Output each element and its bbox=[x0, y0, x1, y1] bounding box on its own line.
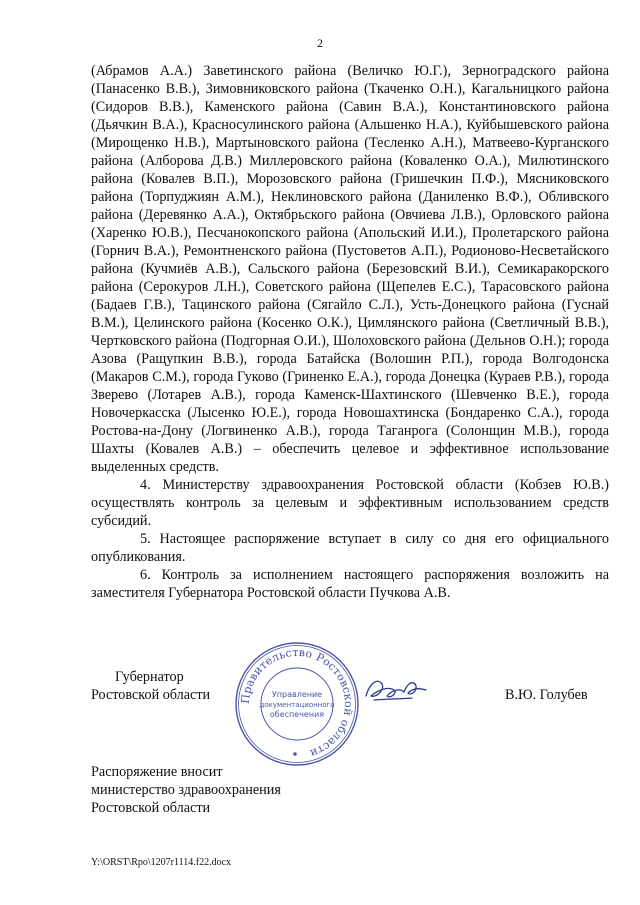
page-number: 2 bbox=[317, 36, 323, 50]
submitter-note bbox=[91, 763, 281, 817]
file-path-footer: Y:\ORST\Rpo\1207r1114.f22.docx bbox=[91, 857, 232, 868]
signatory-title-line2: Ростовской области bbox=[91, 687, 211, 703]
submitter-line1: Распоряжение вносит bbox=[91, 764, 223, 780]
document-body bbox=[91, 62, 609, 602]
handwritten-signature bbox=[360, 672, 430, 706]
seal-ring-text: Правительство Ростовской области bbox=[238, 645, 356, 761]
paragraph-5: 5. Настоящее распоряжение вступает в силу со дня его официального опубликования. bbox=[91, 531, 609, 565]
submitter-line2: министерство здравоохранения bbox=[91, 782, 281, 798]
seal-inner-line1: Управление bbox=[271, 690, 323, 699]
paragraph-continued: (Абрамов А.А.) Заветинского района (Величко Ю.Г.), Зерноградского района (Панасенко В.В.), Зимовниковского района (Ткаченко О.Н.), Кагальницкого района (Сидоров В.В.), Каменского района (Савин В.А.), Константиновского района (Дьячкин В.А.), Красносулинского района (Альшенко Н.А.), Куйбышевского района (Мирощенко Н.В.), Мартыновского района (Тесленко А.Н.), Матвеево-Курганского района (Алборова Д.В.) Миллеровского района (Коваленко О.А.), Милютинского района (Ковалев В.П.), Морозовского района (Гришечкин П.Ф.), Мясниковского района (Торпуджиян А.М.), Неклиновского района (Даниленко В.Ф.), Обливского района (Деревянко А.А.), Октябрьского района (Овчиева Л.В.), Орловского района (Харенко Ю.В.), Песчанокопского района (Апольский И.И.), Пролетарского района (Горнич В.А.), Ремонтненского района (Пустоветов А.П.), Родионово-Несветайского района (Кучмиёв А.В.), Сальского района (Березовский В.И.), Семикаракорского района (Серокуров Л.Н.), Советского района (Щепелев Е.С.), Тарасовского района (Бадаев Г.В.), Тацинского района (Сягайло С.Л.), Усть-Донецкого района (Гуснай В.М.), Целинского района (Косенко О.К.), Цимлянского района (Светличный В.В.), Чертковского района (Подгорная О.И.), Шолоховского района (Дельнов О.Н.); города Азова (Ращупкин В.В.), города Батайска (Волошин Р.П.), города Волгодонска (Макаров С.М.), города Гуково (Гриненко Е.А.), города Донецка (Кураев Р.В.), города Зверево (Лотарев А.В.), города Каменск-Шахтинского (Шевченко В.Е.), города Новочеркасска (Лысенко Ю.Е.), города Новошахтинска (Бондаренко С.А.), города Ростова-на-Дону (Логвиненко А.В.), города Таганрога (Солонщин М.В.), города Шахты (Ковалев А.В.) – обеспечить целевое и эффективное использование выделенных средств. bbox=[91, 63, 609, 475]
paragraph-4: 4. Министерству здравоохранения Ростовской области (Кобзев Ю.В.) осуществлять контроль за целевым и эффективным использованием средств субсидий. bbox=[91, 477, 609, 529]
signatory-title-line1: Губернатор bbox=[115, 669, 184, 685]
seal-inner-line3: обеспечения bbox=[269, 710, 325, 719]
seal-inner-line2: документационного bbox=[259, 701, 335, 709]
signatory-title bbox=[91, 668, 210, 704]
submitter-line3: Ростовской области bbox=[91, 800, 211, 816]
official-seal-stamp bbox=[234, 641, 360, 767]
signatory-name: В.Ю. Голубев bbox=[505, 687, 588, 703]
paragraph-6: 6. Контроль за исполнением настоящего распоряжения возложить на заместителя Губернатора Ростовской области Пучкова А.В. bbox=[91, 567, 609, 601]
